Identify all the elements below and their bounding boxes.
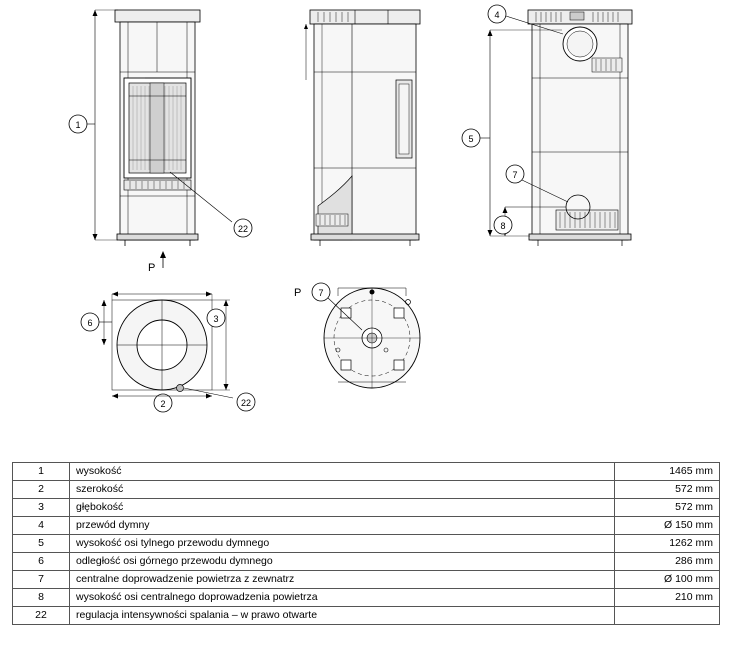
air-control-knob xyxy=(177,385,184,392)
row-description: przewód dymny xyxy=(70,517,615,535)
row-value: 210 mm xyxy=(615,589,720,607)
callout-7-back-label: 7 xyxy=(512,170,518,180)
table-row xyxy=(13,535,720,553)
table-row xyxy=(13,607,720,625)
dimensions-table xyxy=(12,462,720,625)
callout-22-top-label: 22 xyxy=(240,398,252,408)
row-value: Ø 150 mm xyxy=(615,517,720,535)
row-value: 286 mm xyxy=(615,553,720,571)
table-row xyxy=(13,499,720,517)
row-number: 1 xyxy=(13,463,70,481)
table-row xyxy=(13,589,720,607)
callout-22-front-label: 22 xyxy=(237,224,249,234)
callout-3-label: 3 xyxy=(213,314,219,324)
table-row xyxy=(13,517,720,535)
table-row xyxy=(13,553,720,571)
row-value xyxy=(615,607,720,625)
callout-8-label: 8 xyxy=(500,221,506,231)
back-view xyxy=(462,5,632,246)
row-description: odległość osi górnego przewodu dymnego xyxy=(70,553,615,571)
callout-1-label: 1 xyxy=(75,120,81,130)
callout-5-label: 5 xyxy=(468,134,474,144)
row-number: 5 xyxy=(13,535,70,553)
row-number: 2 xyxy=(13,481,70,499)
row-value: 572 mm xyxy=(615,481,720,499)
row-number: 7 xyxy=(13,571,70,589)
row-number: 8 xyxy=(13,589,70,607)
top-view xyxy=(81,292,255,413)
row-value: 572 mm xyxy=(615,499,720,517)
plan-view xyxy=(294,283,420,388)
front-view xyxy=(69,10,252,274)
row-number: 6 xyxy=(13,553,70,571)
callout-4-label: 4 xyxy=(494,10,500,20)
plan-view-p-label: P xyxy=(294,287,302,299)
side-view xyxy=(304,10,420,246)
row-description: regulacja intensywności spalania – w prawo otwarte xyxy=(70,607,615,625)
row-value: 1262 mm xyxy=(615,535,720,553)
row-description: wysokość osi centralnego doprowadzenia powietrza xyxy=(70,589,615,607)
callout-7-plan-label: 7 xyxy=(318,288,324,298)
row-description: szerokość xyxy=(70,481,615,499)
callout-6-label: 6 xyxy=(87,318,93,328)
callout-2-label: 2 xyxy=(160,399,166,409)
front-view-p-label: P xyxy=(148,262,156,274)
row-value: Ø 100 mm xyxy=(615,571,720,589)
table-row xyxy=(13,463,720,481)
row-number: 22 xyxy=(13,607,70,625)
row-description: wysokość xyxy=(70,463,615,481)
row-description: wysokość osi tylnego przewodu dymnego xyxy=(70,535,615,553)
row-description: głębokość xyxy=(70,499,615,517)
table-row xyxy=(13,481,720,499)
row-number: 3 xyxy=(13,499,70,517)
table-row xyxy=(13,571,720,589)
row-value: 1465 mm xyxy=(615,463,720,481)
row-number: 4 xyxy=(13,517,70,535)
row-description: centralne doprowadzenie powietrza z zewnatrz xyxy=(70,571,615,589)
dimensions-table-body xyxy=(13,463,720,625)
